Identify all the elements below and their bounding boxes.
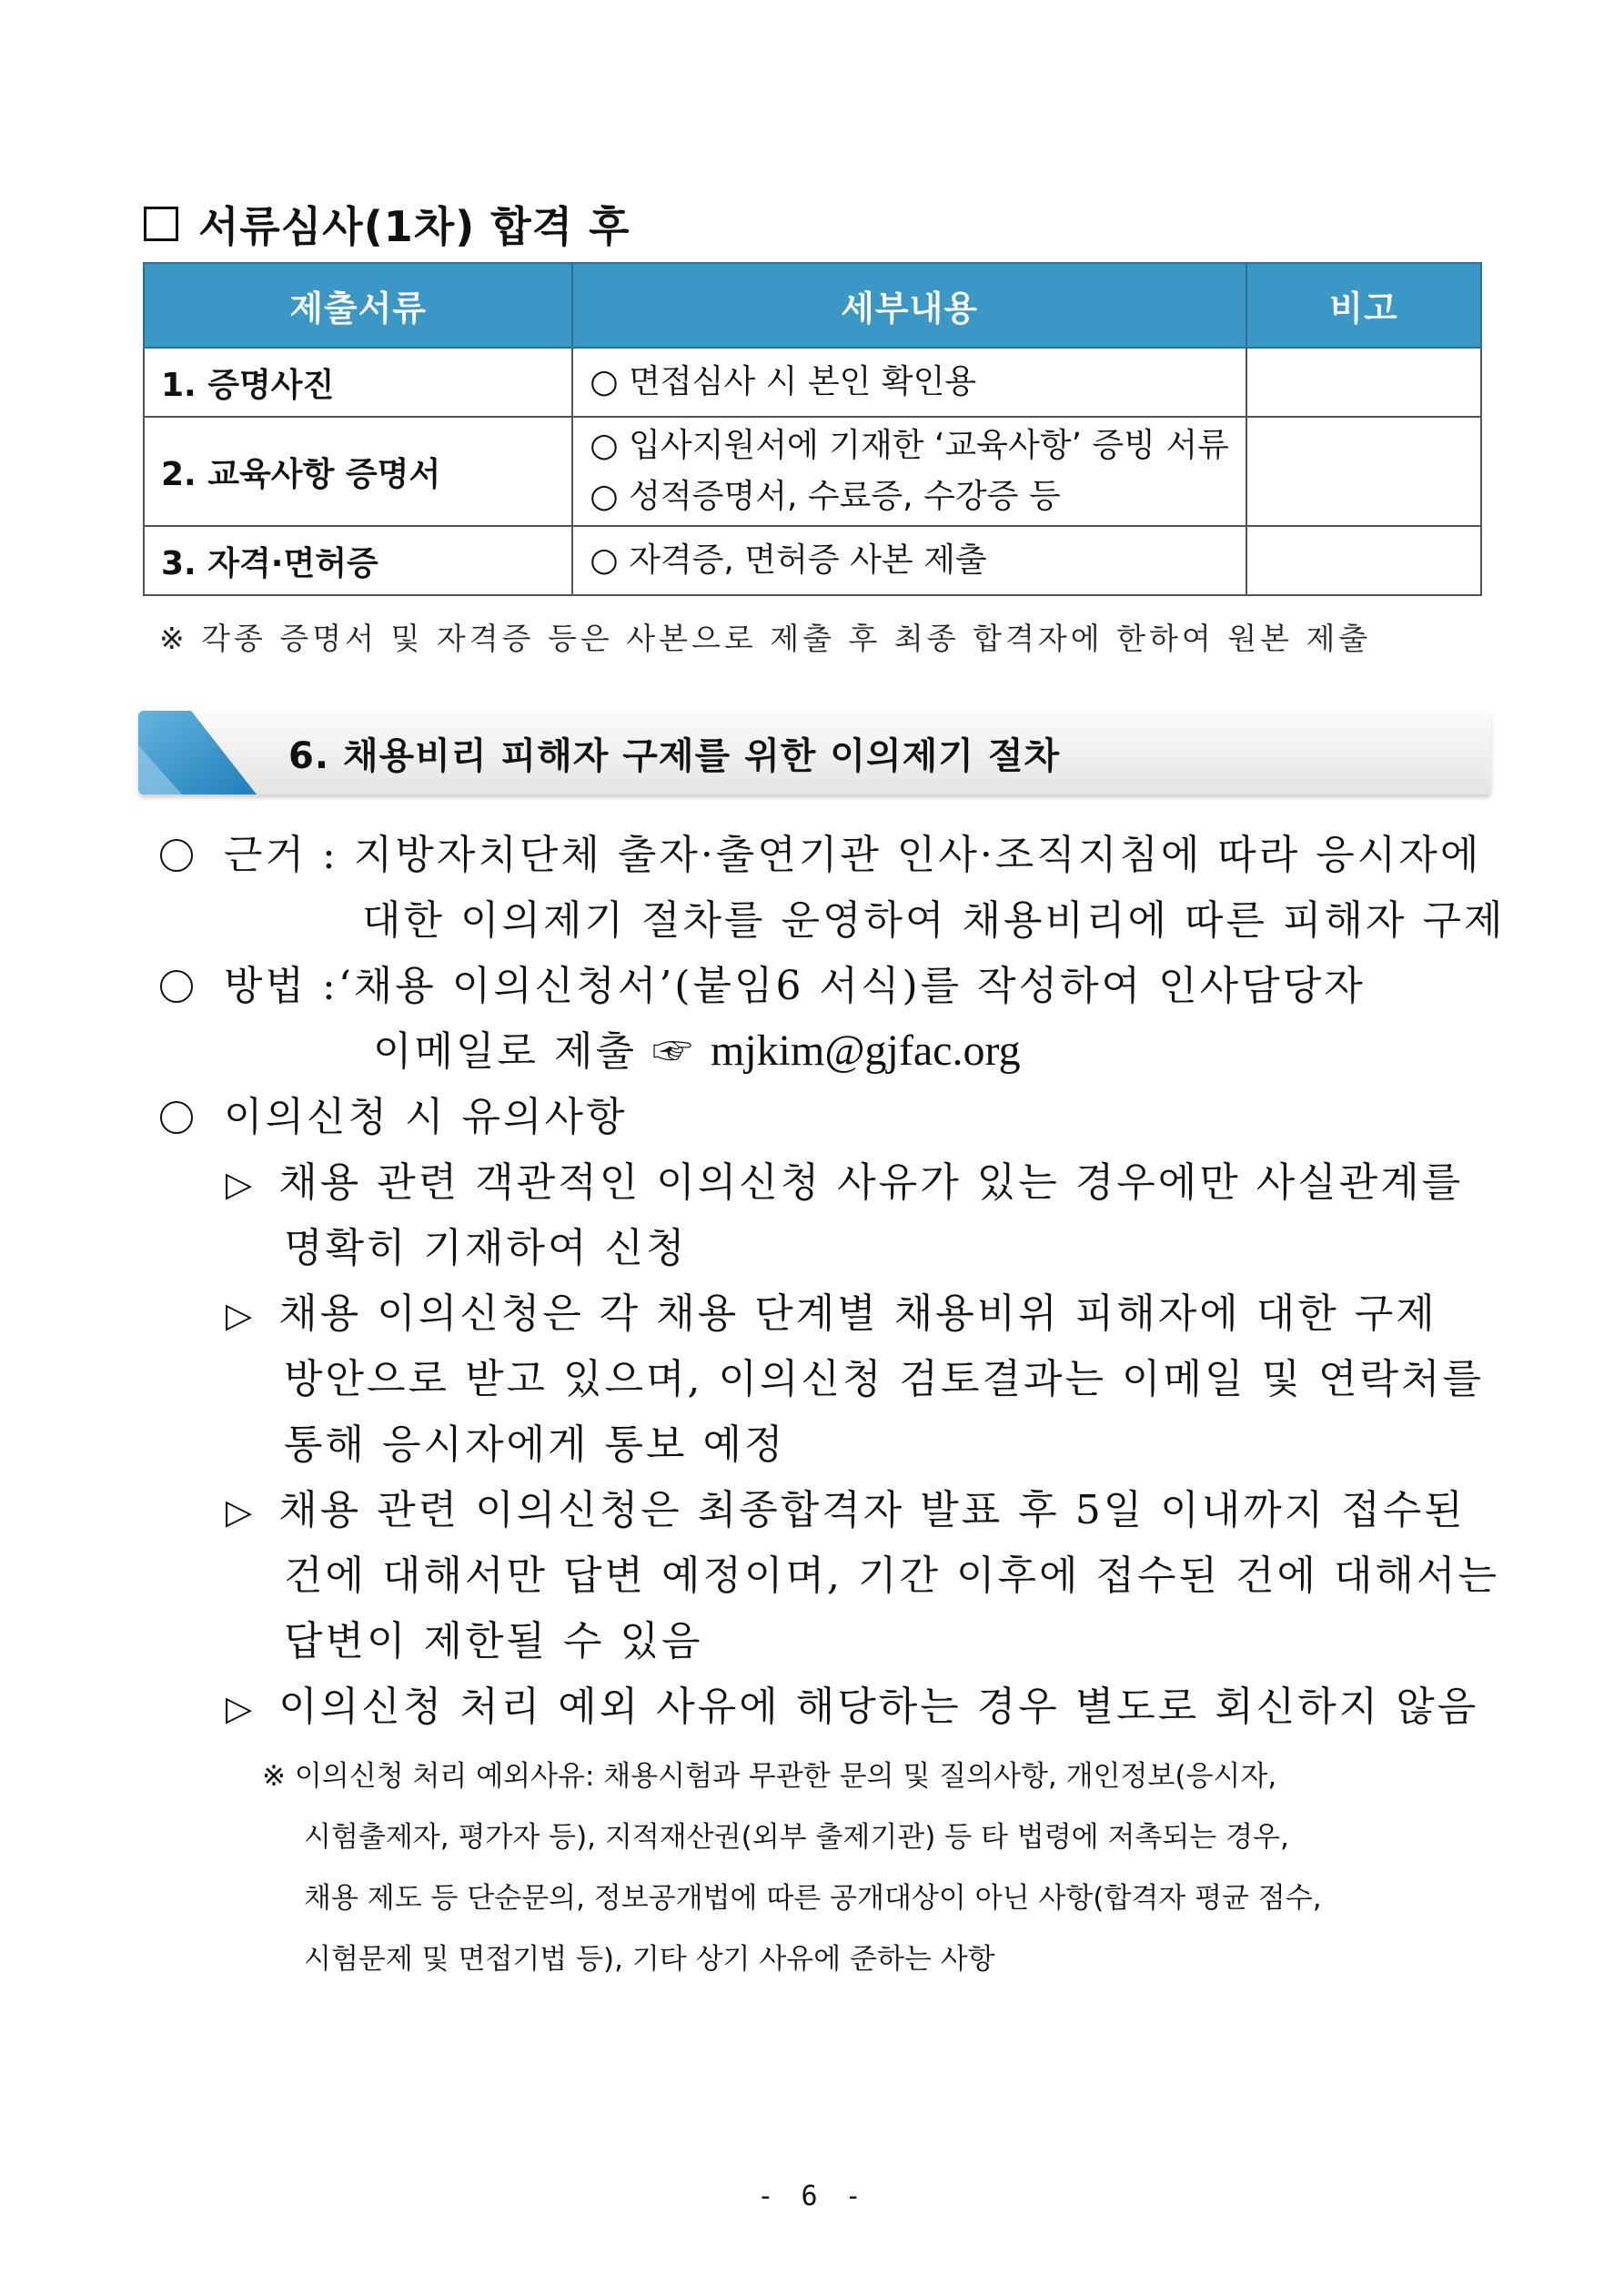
detail-line: ○ 입사지원서에 기재한 ‘교육사항’ 증빙 서류 xyxy=(590,427,1229,464)
method-text: 방법 :‘채용 이의신청서’(붙임6 서식)를 작성하여 인사담당자 xyxy=(224,963,1366,1009)
list-item-text: 채용 관련 이의신청은 최종합격자 발표 후 5일 이내까지 접수된 xyxy=(278,1487,1466,1533)
list-item-cont: 건에 대해서만 답변 예정이며, 기간 이후에 접수된 건에 대해서는 xyxy=(284,1553,1499,1599)
circle-bullet-icon xyxy=(160,839,193,872)
table-header-details: 세부내용 xyxy=(572,263,1246,348)
table-cell-doc: 1. 증명사진 xyxy=(144,348,572,417)
triangle-bullet-icon: ▷ xyxy=(226,1295,256,1335)
basis-text: 근거 : 지방자치단체 출자·출연기관 인사·조직지침에 따라 응시자에 xyxy=(224,832,1482,878)
list-item-text: 채용 이의신청은 각 채용 단계별 채용비위 피해자에 대한 구제 xyxy=(278,1290,1437,1337)
basis-line-2: 대한 이의제기 절차를 운영하여 채용비리에 따른 피해자 구제 xyxy=(362,897,1506,944)
table-row xyxy=(144,348,1481,417)
section-banner-title: 6. 채용비리 피해자 구제를 위한 이의제기 절차 xyxy=(288,734,1061,777)
list-item-cont: 통해 응시자에게 통보 예정 xyxy=(284,1421,786,1468)
detail-line: ○ 면접심사 시 본인 확인용 xyxy=(590,363,977,400)
list-item-text: 이의신청 처리 예외 사유에 해당하는 경우 별도로 회신하지 않음 xyxy=(278,1684,1479,1730)
table-cell-note xyxy=(1246,417,1481,526)
exception-note-line: 채용 제도 등 단순문의, 정보공개법에 따른 공개대상이 아닌 사항(합격자 평균 점수, xyxy=(304,1882,1322,1915)
table-cell-doc: 3. 자격·면허증 xyxy=(144,526,572,595)
exception-note-line: 시험문제 및 면접기법 등), 기타 상기 사유에 준하는 사항 xyxy=(304,1943,995,1976)
table-header-note: 비고 xyxy=(1246,263,1481,348)
detail-line: ○ 자격증, 면허증 사본 제출 xyxy=(590,541,987,579)
exception-note-line: ※ 이의신청 처리 예외사유: 채용시험과 무관한 문의 및 질의사항, 개인정보(응시자, xyxy=(262,1760,1277,1793)
exception-note-line: 시험출제자, 평가자 등), 지적재산권(외부 출제기관) 등 타 법령에 저촉되는 경우, xyxy=(304,1821,1289,1854)
section-title xyxy=(144,195,630,253)
table-cell-doc: 2. 교육사항 증명서 xyxy=(144,417,572,526)
table-header-docs: 제출서류 xyxy=(144,263,572,348)
table-cell-note xyxy=(1246,348,1481,417)
section-title-text: 서류심사(1차) 합격 후 xyxy=(198,202,630,251)
table-cell-details xyxy=(572,417,1246,526)
triangle-bullet-icon: ▷ xyxy=(226,1164,256,1204)
table-footnote: ※ 각종 증명서 및 자격증 등은 사본으로 제출 후 최종 합격자에 한하여 원본 제출 xyxy=(159,621,1372,656)
table-cell-note xyxy=(1246,526,1481,595)
caution-title-text: 이의신청 시 유의사항 xyxy=(224,1094,628,1140)
detail-line: ○ 성적증명서, 수료증, 수강증 등 xyxy=(590,478,1061,515)
table-cell-details xyxy=(572,348,1246,417)
list-item xyxy=(226,1280,1437,1339)
method-text-2: 이메일로 제출 ☞ xyxy=(373,1028,695,1075)
circle-bullet-icon xyxy=(160,1101,193,1134)
table-row xyxy=(144,417,1481,526)
method-line-2 xyxy=(373,1018,1021,1077)
email-link[interactable]: mjkim@gjfac.org xyxy=(711,1027,1021,1075)
table-row xyxy=(144,526,1481,595)
list-item-cont: 방안으로 받고 있으며, 이의신청 검토결과는 이메일 및 연락처를 xyxy=(284,1356,1484,1402)
triangle-bullet-icon: ▷ xyxy=(226,1688,256,1728)
circle-bullet-icon xyxy=(160,970,193,1003)
list-item-cont: 답변이 제한될 수 있음 xyxy=(284,1618,703,1664)
list-item-text: 채용 관련 객관적인 이의신청 사유가 있는 경우에만 사실관계를 xyxy=(278,1159,1464,1206)
basis-line-1 xyxy=(160,822,1481,880)
checkbox-icon xyxy=(144,207,178,241)
section-banner xyxy=(138,711,1491,794)
list-item-cont: 명확히 기재하여 신청 xyxy=(284,1225,688,1271)
documents-table xyxy=(143,262,1482,596)
list-item xyxy=(226,1674,1478,1732)
triangle-bullet-icon: ▷ xyxy=(226,1492,256,1532)
list-item xyxy=(226,1149,1463,1208)
table-cell-details xyxy=(572,526,1246,595)
caution-title xyxy=(160,1084,628,1142)
method-line-1 xyxy=(160,953,1366,1011)
page-number: - 6 - xyxy=(757,2180,867,2212)
list-item xyxy=(226,1477,1466,1535)
